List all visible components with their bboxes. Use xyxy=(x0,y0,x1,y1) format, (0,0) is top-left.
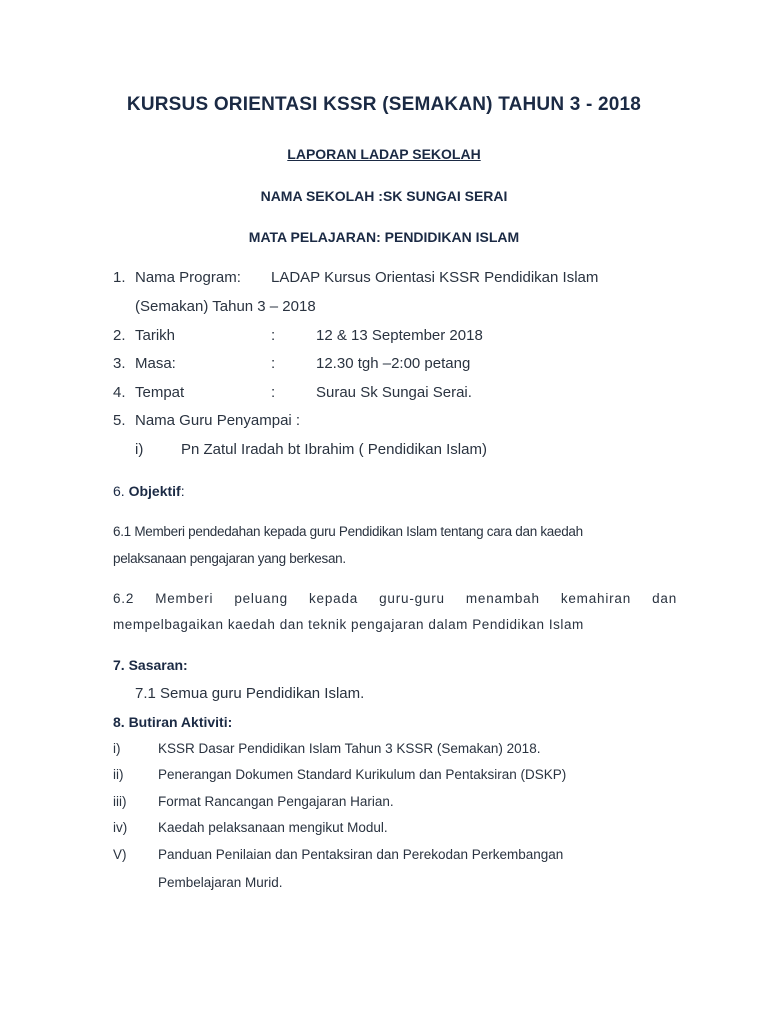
detail-time: 3. Masa: : 12.30 tgh –2:00 petang xyxy=(113,355,471,372)
speaker-item: i) Pn Zatul Iradah bt Ibrahim ( Pendidikan Islam) xyxy=(135,441,487,458)
detail-date: 2. Tarikh : 12 & 13 September 2018 xyxy=(113,327,483,344)
detail-place: 4. Tempat : Surau Sk Sungai Serai. xyxy=(113,384,472,401)
subject-name: MATA PELAJARAN: PENDIDIKAN ISLAM xyxy=(248,229,520,245)
school-name: NAMA SEKOLAH :SK SUNGAI SERAI xyxy=(260,188,508,204)
objective-6-2-line2: mempelbagaikan kaedah dan teknik pengajaran dalam Pendidikan Islam xyxy=(113,617,584,632)
detail-program: 1. Nama Program: LADAP Kursus Orientasi KSSR Pendidikan Islam xyxy=(113,269,599,286)
document-title: KURSUS ORIENTASI KSSR (SEMAKAN) TAHUN 3 - 2018 xyxy=(126,94,642,115)
document-page: KURSUS ORIENTASI KSSR (SEMAKAN) TAHUN 3 - 2018 LAPORAN LADAP SEKOLAH NAMA SEKOLAH :SK SUNGAI SERAI MATA PELAJARAN: PENDIDIKAN ISLAM 1. Nama Program: LADAP Kursus Orientasi KSSR Pendidikan Islam (Semakan) Tahun 3 – 2018 2. Tarikh : 12 & 13 September 2018 3. Masa: : 12.30 tgh –2:00 petang 4. Tempat : Surau Sk Sungai Serai. 5. Nama Guru Penyampai : i) Pn Zatul Iradah bt Ibrahim ( Pendidikan Islam) 6. Objektif: 6.1 Memberi pendedahan kepada guru Pendidikan Islam tentang cara dan kaedah pelaksanaan pengajaran yang berkesan. 6.2 Memberi peluang kepada guru-guru menambah kemahiran dan mempelbagaikan kaedah dan teknik pengajaran dalam Pendidikan Islam 7. Sasaran: 7.1 Semua guru Pendidikan Islam. 8. Butiran Aktiviti: i) KSSR Dasar Pendidikan Islam Tahun 3 KSSR (Semakan) 2018. ii) Penerangan Dokumen Standard Kurikulum dan Pentaksiran (DSKP) iii) Format Rancangan Pengajaran Harian. iv) Kaedah pelaksanaan mengikut Modul. V) Panduan Penilaian dan Pentaksiran dan Perekodan Perkembangan Pembelajaran Murid. xyxy=(0,0,768,1024)
objective-heading: 6. Objektif: xyxy=(113,483,185,499)
detail-program-cont: (Semakan) Tahun 3 – 2018 xyxy=(135,298,316,315)
detail-speaker: 5. Nama Guru Penyampai : xyxy=(113,412,301,429)
target-heading: 7. Sasaran: xyxy=(113,657,188,673)
objective-6-2-line1: 6.2 Memberi peluang kepada guru-guru menambah kemahiran dan xyxy=(113,591,677,606)
activity-item-cont: Pembelajaran Murid. xyxy=(158,875,283,890)
report-label: LAPORAN LADAP SEKOLAH xyxy=(287,146,481,162)
objective-6-1-line2: pelaksanaan pengajaran yang berkesan. xyxy=(113,551,346,566)
activities-heading: 8. Butiran Aktiviti: xyxy=(113,714,233,730)
objective-6-1-line1: 6.1 Memberi pendedahan kepada guru Pendidikan Islam tentang cara dan kaedah xyxy=(113,524,583,539)
target-item: 7.1 Semua guru Pendidikan Islam. xyxy=(135,685,365,702)
